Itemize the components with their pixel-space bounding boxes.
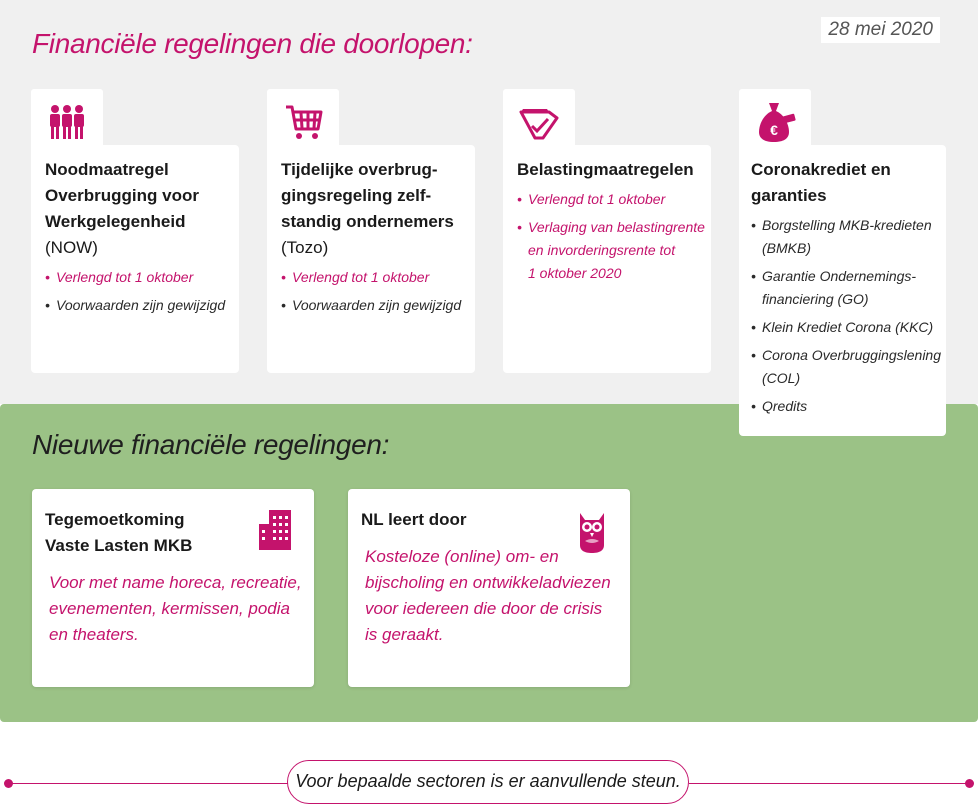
footer-line-right xyxy=(689,783,969,784)
card-title-line: NL leert door xyxy=(361,510,467,529)
card-title-line: standig ondernemers xyxy=(281,212,454,231)
list-item: • Qredits xyxy=(751,395,943,418)
money-bag-icon xyxy=(757,101,797,143)
card-title-line: gingsregeling zelf- xyxy=(281,186,432,205)
card-text-line: Kosteloze (online) om- en xyxy=(365,547,559,566)
list-item: • Verlengd tot 1 oktober xyxy=(517,188,707,211)
card-subtitle: (NOW) xyxy=(45,238,98,257)
bullet-list xyxy=(751,214,943,418)
buildings-icon xyxy=(257,508,293,550)
card-tab-tax xyxy=(503,89,575,149)
card-tax xyxy=(503,145,711,373)
list-item: • Voorwaarden zijn gewijzigd xyxy=(281,294,471,317)
list-item: • Verlaging van belastingrente en invorderingsrente tot 1 oktober 2020 xyxy=(517,216,707,285)
card-subtitle: (Tozo) xyxy=(281,238,329,257)
list-item: • Garantie Ondernemings- financiering (GO) xyxy=(751,265,943,311)
card-credit xyxy=(739,145,946,436)
card-text-line: voor iedereen die door de crisis xyxy=(365,599,603,618)
card-text-line: en theaters. xyxy=(49,625,139,644)
bullet-list xyxy=(45,266,235,317)
card-title-line: Overbrugging voor xyxy=(45,186,199,205)
card-tozo xyxy=(267,145,475,373)
card-nl-leert-door xyxy=(348,489,630,687)
footer-dot-right xyxy=(965,779,974,788)
svg-text:€: € xyxy=(770,122,778,138)
card-title-line: Werkgelegenheid xyxy=(45,212,186,231)
card-tab-credit xyxy=(739,89,811,149)
list-item: • Klein Krediet Corona (KKC) xyxy=(751,316,943,339)
card-text-line: Voor met name horeca, recreatie, xyxy=(49,573,302,592)
section-title-continuing: Financiële regelingen die doorlopen: xyxy=(32,28,473,59)
list-item: • Borgstelling MKB-kredieten (BMKB) xyxy=(751,214,943,260)
card-text-line: is geraakt. xyxy=(365,625,444,644)
section-title-new: Nieuwe financiële regelingen: xyxy=(32,429,390,460)
card-vaste-lasten xyxy=(32,489,314,687)
card-title-line: Tegemoetkoming xyxy=(45,510,185,529)
card-title-line: garanties xyxy=(751,186,827,205)
card-text-line: bijscholing en ontwikkeladviezen xyxy=(365,573,611,592)
list-item: • Verlengd tot 1 oktober xyxy=(281,266,471,289)
card-now xyxy=(31,145,239,373)
card-title-line: Noodmaatregel xyxy=(45,160,169,179)
list-item: • Corona Overbruggingslening (COL) xyxy=(751,344,943,390)
list-item: • Voorwaarden zijn gewijzigd xyxy=(45,294,235,317)
list-item: • Verlengd tot 1 oktober xyxy=(45,266,235,289)
bullet-list xyxy=(281,266,471,317)
footer-line-left xyxy=(10,783,288,784)
card-title-line: Coronakrediet en xyxy=(751,160,891,179)
shopping-cart-icon xyxy=(284,103,324,141)
card-title-line: Vaste Lasten MKB xyxy=(45,536,193,555)
bullet-list xyxy=(517,188,707,285)
card-tab-now xyxy=(31,89,103,149)
date-label: 28 mei 2020 xyxy=(821,17,940,43)
card-tab-tozo xyxy=(267,89,339,149)
card-title-line: Tijdelijke overbrug- xyxy=(281,160,438,179)
people-icon xyxy=(47,104,87,142)
tax-ticket-icon xyxy=(519,106,559,140)
footer-note: Voor bepaalde sectoren is er aanvullende steun. xyxy=(287,760,689,804)
card-title-line: Belastingmaatregelen xyxy=(517,160,694,179)
card-text-line: evenementen, kermissen, podia xyxy=(49,599,290,618)
